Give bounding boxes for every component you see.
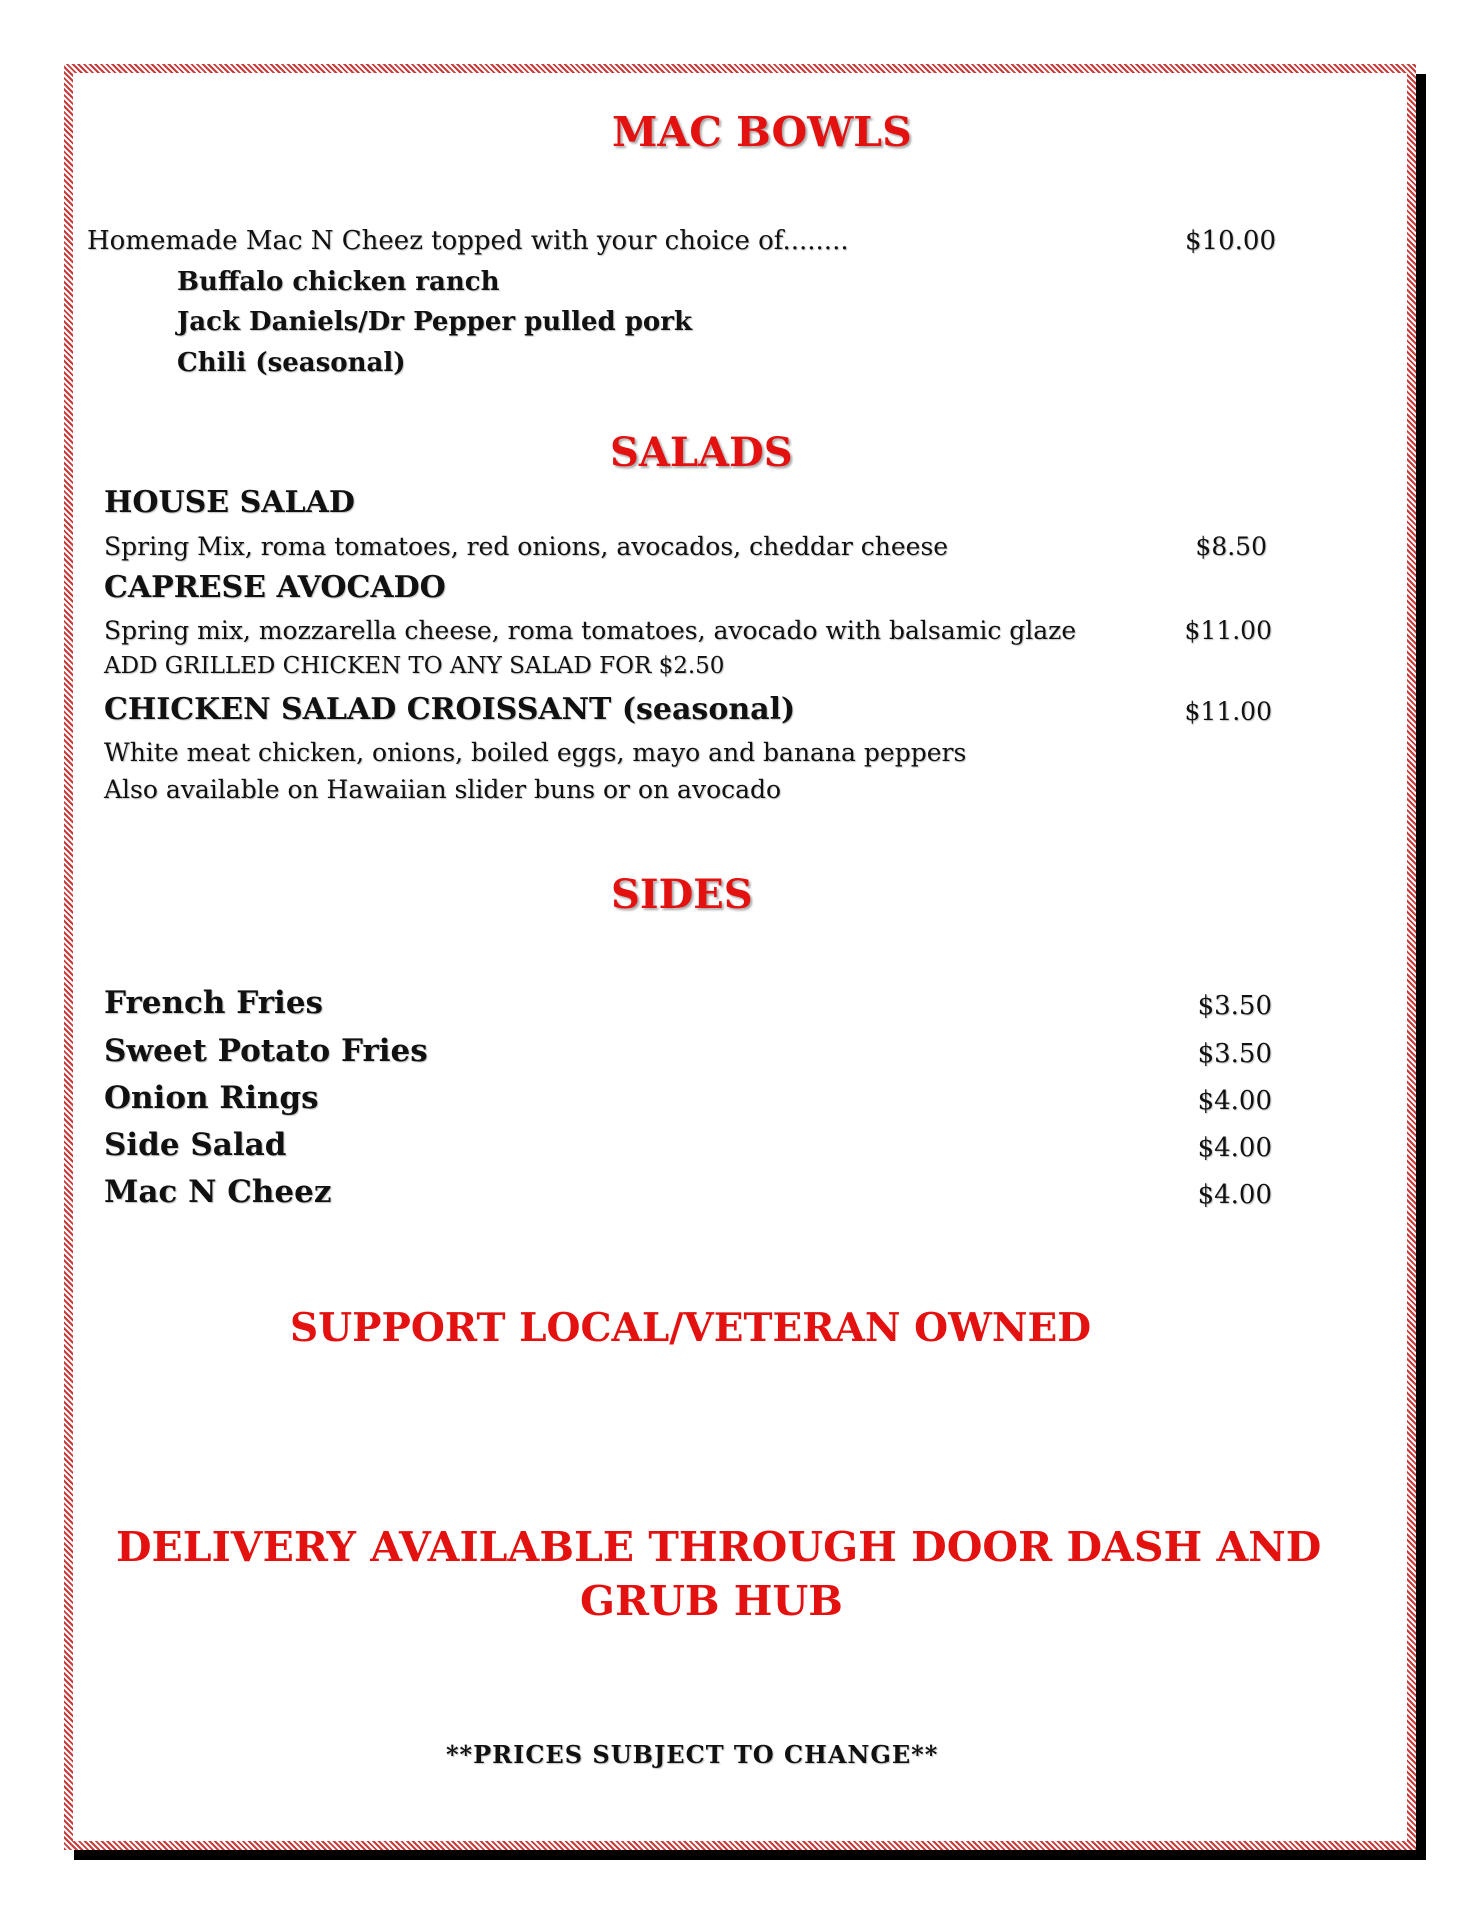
- side-item-name: Onion Rings: [104, 1080, 319, 1116]
- salad-price-caprese: $11.00: [1184, 616, 1272, 645]
- mac-bowls-price: $10.00: [1185, 226, 1276, 256]
- sides-heading: SIDES: [611, 871, 753, 918]
- side-item-price: $4.00: [1197, 1086, 1272, 1116]
- salad-name-chicken-croissant: CHICKEN SALAD CROISSANT (seasonal): [104, 692, 796, 727]
- salad-description-caprese: Spring mix, mozzarella cheese, roma tomatoes, avocado with balsamic glaze: [104, 616, 1077, 645]
- salad-addon-note: ADD GRILLED CHICKEN TO ANY SALAD FOR $2.50: [104, 653, 725, 679]
- prices-disclaimer: **PRICES SUBJECT TO CHANGE**: [446, 1740, 939, 1769]
- side-item-price: $3.50: [1197, 1039, 1272, 1069]
- salads-heading: SALADS: [610, 429, 793, 476]
- side-item-name: Mac N Cheez: [104, 1174, 332, 1210]
- side-item-price: $4.00: [1197, 1133, 1272, 1163]
- mac-bowls-option: Buffalo chicken ranch: [177, 267, 500, 297]
- side-item-price: $3.50: [1197, 991, 1272, 1021]
- side-item-price: $4.00: [1197, 1180, 1272, 1210]
- delivery-banner-line-1: DELIVERY AVAILABLE THROUGH DOOR DASH AND: [116, 1523, 1322, 1571]
- side-item-name: Side Salad: [104, 1127, 287, 1163]
- salad-note-chicken-croissant: Also available on Hawaiian slider buns or on avocado: [104, 775, 782, 804]
- salad-price-chicken-croissant: $11.00: [1184, 697, 1272, 726]
- side-item-name: French Fries: [104, 985, 324, 1021]
- mac-bowls-heading: MAC BOWLS: [612, 108, 912, 156]
- salad-name-house: HOUSE SALAD: [104, 485, 355, 520]
- salad-price-house: $8.50: [1195, 532, 1267, 561]
- mac-bowls-option: Chili (seasonal): [177, 348, 406, 378]
- salad-description-chicken-croissant: White meat chicken, onions, boiled eggs, mayo and banana peppers: [104, 738, 967, 767]
- mac-bowls-option: Jack Daniels/Dr Pepper pulled pork: [177, 307, 692, 337]
- support-local-banner: SUPPORT LOCAL/VETERAN OWNED: [290, 1305, 1092, 1351]
- salad-name-caprese: CAPRESE AVOCADO: [104, 570, 446, 605]
- side-item-name: Sweet Potato Fries: [104, 1033, 428, 1069]
- delivery-banner-line-2: GRUB HUB: [580, 1577, 843, 1625]
- mac-bowls-description: Homemade Mac N Cheez topped with your choice of........: [87, 226, 849, 256]
- salad-description-house: Spring Mix, roma tomatoes, red onions, avocados, cheddar cheese: [104, 532, 949, 561]
